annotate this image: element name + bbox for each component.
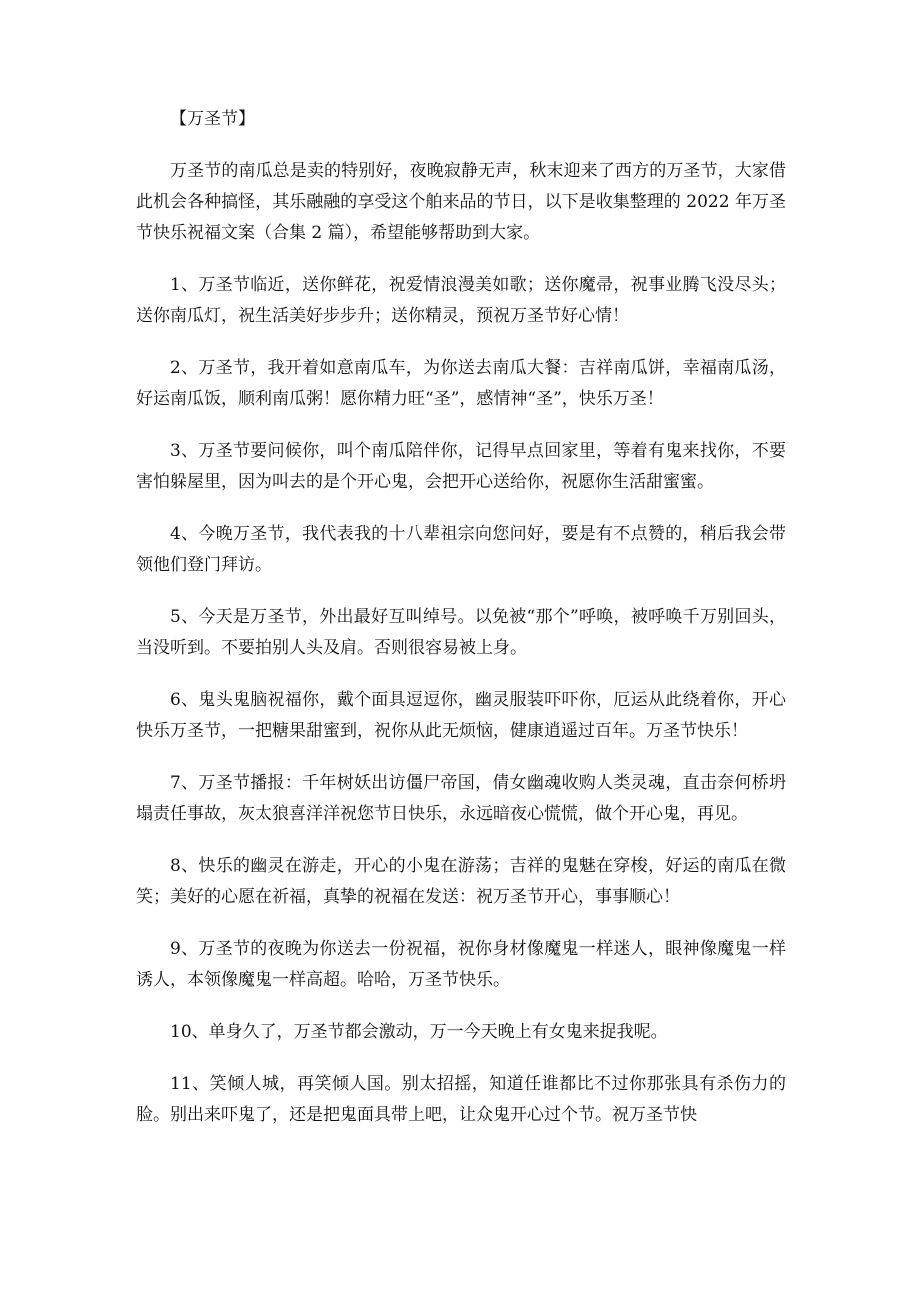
wish-item-10: 10、单身久了，万圣节都会激动，万一今天晚上有女鬼来捉我呢。	[170, 1022, 668, 1042]
wish-item-7: 7、万圣节播报：千年树妖出访僵尸帝国，倩女幽魂收购人类灵魂，直击奈何桥坍塌责任事故，灰太狼喜洋洋祝您节日快乐，永远暗夜心慌慌，做个开心鬼，再见。	[136, 773, 786, 824]
wish-item-8: 8、快乐的幽灵在游走，开心的小鬼在游荡；吉祥的鬼魅在穿梭，好运的南瓜在微笑；美好的心愿在祈福，真挚的祝福在发送：祝万圣节开心，事事顺心！	[136, 856, 786, 907]
wish-item-9: 9、万圣节的夜晚为你送去一份祝福，祝你身材像魔鬼一样迷人，眼神像魔鬼一样诱人，本领像魔鬼一样高超。哈哈，万圣节快乐。	[136, 939, 786, 990]
document-title: 【万圣节】	[170, 109, 255, 129]
wish-item-5: 5、今天是万圣节，外出最好互叫绰号。以免被“那个”呼唤，被呼唤千万别回头，当没听到。不要拍别人头及肩。否则很容易被上身。	[136, 607, 786, 658]
intro-paragraph: 万圣节的南瓜总是卖的特别好，夜晚寂静无声，秋末迎来了西方的万圣节，大家借此机会各种搞怪，其乐融融的享受这个舶来品的节日，以下是收集整理的 2022 年万圣节快乐祝福文案（合集 2 篇），希望能够帮助到大家。	[136, 161, 786, 243]
wish-item-2: 2、万圣节，我开着如意南瓜车，为你送去南瓜大餐：吉祥南瓜饼，幸福南瓜汤，好运南瓜饭，顺利南瓜粥！愿你精力旺“圣”，感情神“圣”，快乐万圣！	[136, 358, 786, 409]
wish-item-3: 3、万圣节要问候你，叫个南瓜陪伴你，记得早点回家里，等着有鬼来找你，不要害怕躲屋里，因为叫去的是个开心鬼，会把开心送给你，祝愿你生活甜蜜蜜。	[136, 441, 786, 492]
document-page	[136, 104, 786, 1152]
wish-item-11: 11、笑倾人城，再笑倾人国。别太招摇，知道任谁都比不过你那张具有杀伤力的脸。别出来吓鬼了，还是把鬼面具带上吧，让众鬼开心过个节。祝万圣节快	[136, 1074, 786, 1125]
wish-item-6: 6、鬼头鬼脑祝福你，戴个面具逗逗你，幽灵服装吓吓你，厄运从此绕着你，开心快乐万圣节，一把糖果甜蜜到，祝你从此无烦恼，健康逍遥过百年。万圣节快乐！	[136, 690, 786, 741]
wish-item-1: 1、万圣节临近，送你鲜花，祝爱情浪漫美如歌；送你魔帚，祝事业腾飞没尽头；送你南瓜灯，祝生活美好步步升；送你精灵，预祝万圣节好心情！	[136, 275, 786, 326]
wish-item-4: 4、今晚万圣节，我代表我的十八辈祖宗向您问好，要是有不点赞的，稍后我会带领他们登门拜访。	[136, 524, 786, 575]
